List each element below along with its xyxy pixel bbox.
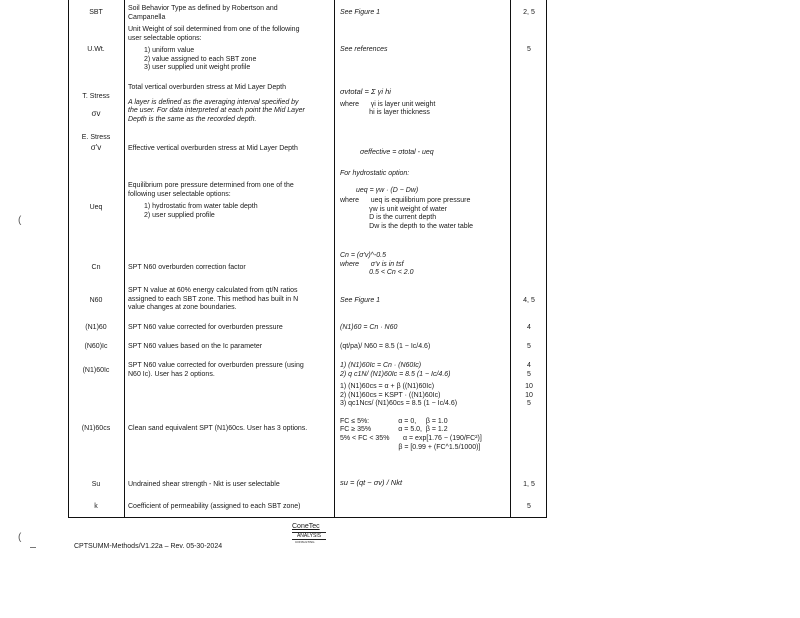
table-right-border bbox=[546, 0, 547, 518]
description-cell: SPT N value at 60% energy calculated from qt/N ratios assigned to each SBT zone. This method has built in N value changes at zone boundaries. bbox=[128, 287, 299, 312]
description-cell: Undrained shear strength - Nkt is user selectable bbox=[128, 481, 280, 488]
description-cell: SPT N60 value corrected for overburden pressure (using N60 Ic). User has 2 options. bbox=[128, 362, 304, 378]
reference-cell: See references bbox=[340, 46, 388, 53]
conetec-logo: ConeTec ANALYSIS CONSULTING bbox=[292, 523, 328, 545]
reference-cell: Cn = (σ'v)^-0.5 where σ'v is in tsf 0.5 < Cn < 2.0 bbox=[340, 252, 510, 278]
note-cell: 2, 5 bbox=[523, 9, 535, 16]
reference-cell: (N1)60 = Cn · N60 bbox=[340, 324, 398, 331]
description-cell: Soil Behavior Type as defined by Robertson and Campanella bbox=[128, 5, 278, 21]
reference-cell: 1) (N1)60cs = α + β ((N1)60Ic) 2) (N1)60cs = KSPT · ((N1)60Ic) 3) qc1Ncs/ (N1)60cs = 8.5 (1 − Ic/4.6) FC ≤ 5%: α = 0, β = 1.0 FC ≥ 35% α = 5.0, β = 1.2 5% < FC < 35% α = exp[1.76 − (190/FC²)] β = [0.99 + (FC^1.5/1000)] bbox=[340, 383, 510, 452]
option-list: 1) uniform value 2) value assigned to each SBT zone 3) user supplied unit weight profile bbox=[144, 47, 257, 72]
reference-cell: See Figure 1 bbox=[340, 297, 381, 304]
symbol-cell: T. Stress σv bbox=[82, 93, 110, 118]
description-cell: Equilibrium pore pressure determined from one of the following user selectable options: 1) hydrostatic from water table depth 2) user supplied profile bbox=[128, 182, 332, 220]
total-stress-formula: σvtotal = Σ γi hi bbox=[340, 87, 391, 96]
note-cell: 5 bbox=[527, 343, 531, 350]
description-cell: Coefficient of permeability (assigned to each SBT zone) bbox=[128, 503, 301, 510]
description-cell: Unit Weight of soil determined from one of the following user selectable options: 1) uniform value 2) value assigned to each SBT zone 3) user supplied unit weight profile bbox=[128, 26, 332, 73]
symbol-cell: Cn bbox=[91, 264, 101, 271]
symbol-cell: Su bbox=[91, 481, 101, 488]
table-left-border bbox=[68, 0, 69, 518]
symbol-cell: Ueq bbox=[89, 204, 103, 211]
description-cell: SPT N60 overburden correction factor bbox=[128, 264, 246, 271]
option-list: 1) hydrostatic from water table depth 2) user supplied profile bbox=[144, 203, 258, 219]
cn-formula: Cn = (σ'v)^-0.5 bbox=[340, 252, 386, 259]
reference-cell: For hydrostatic option: ueq = γw · (D − Dw) where ueq is equilibrium pore pressure γw is unit weight of water D is the current depth Dw is the depth to the water table bbox=[340, 170, 510, 232]
reference-cell: See Figure 1 bbox=[340, 9, 381, 16]
reference-cell: su = (qt − σv) / Nkt bbox=[340, 478, 403, 487]
note-cell: 5 bbox=[527, 46, 531, 53]
description-cell: Clean sand equivalent SPT (N1)60cs. User has 3 options. bbox=[128, 425, 308, 432]
symbol-cell: SBT bbox=[89, 9, 103, 16]
reference-cell: 1) (N1)60Ic = Cn · (N60Ic) 2) q c1N/ (N1)60Ic = 8.5 (1 − Ic/4.6) bbox=[340, 362, 451, 378]
note-cell: 4 5 bbox=[527, 362, 531, 378]
symbol-cell: N60 bbox=[89, 297, 103, 304]
layer-definition-note: A layer is defined as the averaging interval specified by the user. For data interpreted at each point the Mid Layer Depth is the same as the recorded depth. bbox=[128, 98, 305, 123]
reference-cell: (qt/pa)/ N60 = 8.5 (1 − Ic/4.6) bbox=[340, 343, 431, 350]
symbol-cell: U.Wt. bbox=[87, 46, 105, 53]
scan-mark-line bbox=[30, 547, 36, 548]
description-cell: SPT N60 values based on the Ic parameter bbox=[128, 343, 263, 350]
fines-content-table: FC ≤ 5%: α = 0, β = 1.0 FC ≥ 35% α = 5.0, β = 1.2 5% < FC < 35% α = exp[1.76 − (190/FC²)] β = [0.99 + (FC^1.5/1000)] bbox=[340, 417, 482, 451]
reference-cell: σvtotal = Σ γi hi where γi is layer unit weight hi is layer thickness bbox=[340, 86, 510, 118]
symbol-cell: (N1)60 bbox=[85, 324, 107, 331]
note-cell: 4, 5 bbox=[523, 297, 535, 304]
note-cell: 4 bbox=[527, 324, 531, 331]
col-divider-3 bbox=[510, 0, 511, 518]
scan-mark: ( bbox=[18, 532, 22, 543]
col-divider-2 bbox=[334, 0, 335, 518]
table-bottom-border bbox=[68, 517, 547, 518]
pore-pressure-formula: ueq = γw · (D − Dw) bbox=[356, 186, 419, 194]
note-cell: 5 bbox=[527, 503, 531, 510]
note-cell: 1, 5 bbox=[523, 481, 535, 488]
description-cell: Effective vertical overburden stress at Mid Layer Depth bbox=[128, 145, 298, 152]
page-footer: CPTSUMM-Methods/V1.22a – Rev. 05-30-2024 bbox=[74, 543, 223, 550]
col-divider-1 bbox=[124, 0, 125, 518]
symbol-cell: (N60)Ic bbox=[84, 343, 108, 350]
symbol-cell: E. Stress σ'v bbox=[81, 134, 111, 152]
symbol-cell: (N1)60cs bbox=[81, 425, 111, 432]
symbol-cell: (N1)60Ic bbox=[82, 367, 110, 374]
note-cell: 10 10 5 bbox=[525, 383, 533, 408]
symbol-cell: k bbox=[94, 503, 98, 510]
reference-cell: σeffective = σtotal - ueq bbox=[360, 149, 434, 156]
description-cell: SPT N60 value corrected for overburden pressure bbox=[128, 324, 283, 331]
description-cell: Total vertical overburden stress at Mid Layer Depth A layer is defined as the averaging interval specified by the user. For data interpreted at each point the Mid Layer Depth is the same as the recorded depth. bbox=[128, 84, 332, 124]
scan-mark: ( bbox=[18, 215, 22, 226]
